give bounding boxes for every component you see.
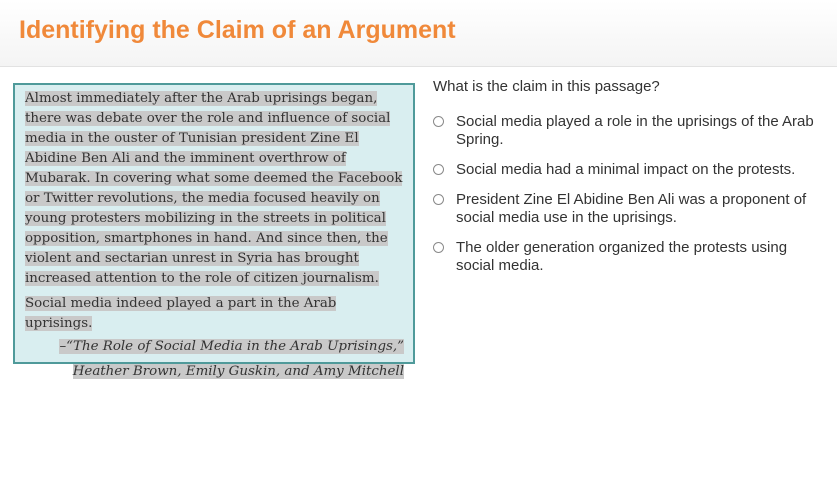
radio-button[interactable] <box>433 164 444 175</box>
passage-paragraph-2 <box>25 294 404 334</box>
answer-option-label[interactable]: Social media had a minimal impact on the protests. <box>456 161 796 178</box>
highlighted-text: –“The Role of Social Media in the Arab Uprisings,” <box>59 339 404 354</box>
passage-paragraph-1 <box>25 89 404 289</box>
answer-option-2[interactable] <box>433 161 826 179</box>
answer-option-4[interactable] <box>433 239 826 275</box>
header-bar <box>0 0 837 67</box>
answer-option-label[interactable]: President Zine El Abidine Ben Ali was a proponent of social media use in the uprisings. <box>456 191 807 226</box>
answer-option-label[interactable]: Social media played a role in the uprisings of the Arab Spring. <box>456 113 814 148</box>
radio-button[interactable] <box>433 194 444 205</box>
highlighted-text: Social media indeed played a part in the Arab uprisings. <box>25 296 337 331</box>
passage-box <box>13 83 415 379</box>
attribution-authors <box>25 359 404 384</box>
page-title: Identifying the Claim of an Argument <box>19 16 456 44</box>
radio-button[interactable] <box>433 116 444 127</box>
highlighted-text: Heather Brown, Emily Guskin, and Amy Mitchell <box>72 364 404 379</box>
answer-option-label[interactable]: The older generation organized the protests using social media. <box>456 239 788 274</box>
radio-button[interactable] <box>433 242 444 253</box>
answer-option-1[interactable] <box>433 113 826 149</box>
attribution-title <box>25 334 404 359</box>
highlighted-text: Almost immediately after the Arab uprisings began, there was debate over the role and influence of social media in the ouster of Tunisian president Zine El Abidine Ben Ali and the imminent overthrow of Mubarak. In covering what some deemed the Facebook or Twitter revolutions, the media focused heavily on young protesters mobilizing in the streets in political opposition, smartphones in hand. And since then, the violent and sectarian unrest in Syria has brought increased attention to the role of citizen journalism. <box>25 91 403 286</box>
question-prompt: What is the claim in this passage? <box>433 78 660 95</box>
answer-option-3[interactable] <box>433 191 826 227</box>
